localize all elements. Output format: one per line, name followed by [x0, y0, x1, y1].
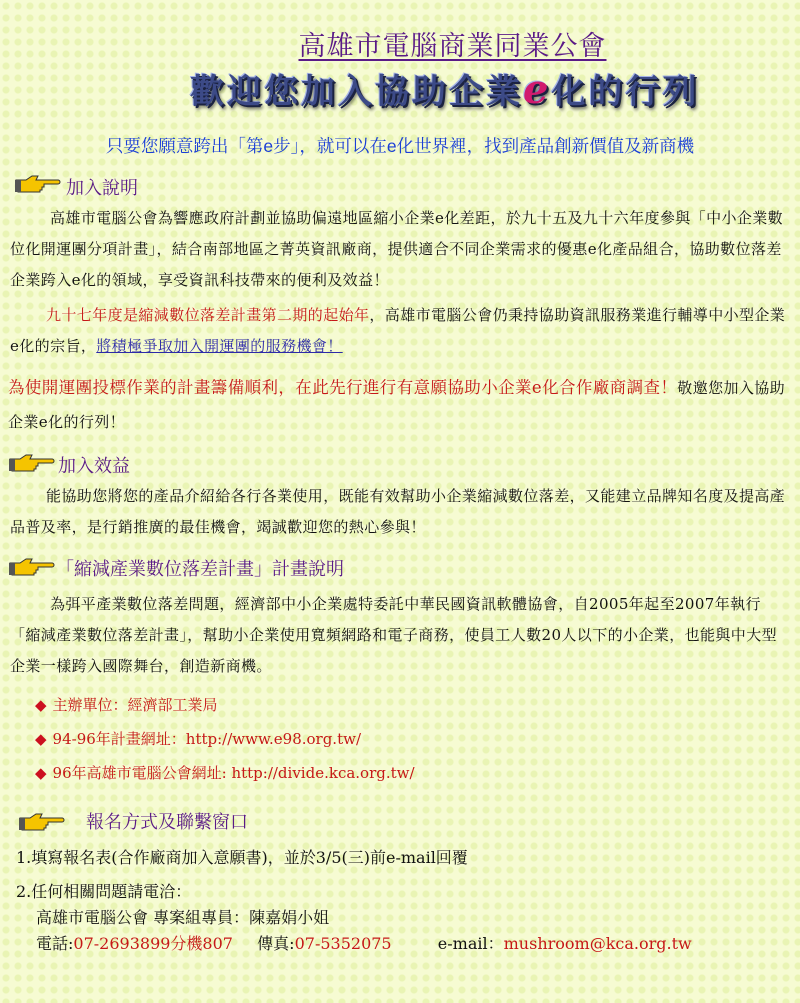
join-paragraph-2	[10, 300, 790, 362]
join-p3-highlight: 為使開運團投標作業的計畫籌備順利，在此先行進行有意願協助小企業e化合作廠商調查！	[8, 378, 678, 397]
email-link[interactable]: mushroom@kca.org.tw	[503, 934, 692, 953]
section-title-plan: 「縮減產業數位落差計畫」計畫說明	[56, 559, 344, 579]
diamond-icon: ◆	[35, 730, 47, 748]
join-p3-tail: 敬邀您加入協助企業e化的行列！	[8, 379, 786, 431]
diamond-icon: ◆	[35, 764, 47, 782]
join-p2-text: ，高雄市電腦公會仍秉持協助資訊服務業進行輔導中小型企業e化的宗旨，	[10, 306, 786, 355]
bullet-text: 主辦單位：經濟部工業局	[52, 696, 218, 714]
pointing-hand-icon	[18, 812, 66, 832]
pointing-hand-icon	[14, 174, 62, 194]
section-title-join: 加入說明	[66, 178, 138, 198]
contact-line	[36, 931, 692, 954]
pointing-hand-icon	[8, 557, 56, 577]
contact-item-1: 1.填寫報名表(合作廠商加入意願書)，並於3/5(三)前e-mail回覆	[16, 848, 468, 867]
join-paragraph-1: 高雄市電腦公會為響應政府計劃並協助偏遠地區縮小企業e化差距，於九十五及九十六年度參與「中小企業數位化開運團分項計畫」，結合南部地區之菁英資訊廠商，提供適合不同企業需求的優惠e化產品組合，協助數位落差企業跨入e化的領域，享受資訊科技帶來的便利及效益！	[10, 209, 784, 289]
bullet-text[interactable]: 94-96年計畫網址：http://www.e98.org.tw/	[52, 730, 361, 748]
plan-bullet-kca-website[interactable]	[35, 762, 415, 783]
tagline: 只要您願意跨出「第e步」，就可以在e化世界裡，找到產品創新價值及新商機	[105, 136, 695, 156]
page-title: 高雄市電腦商業同業公會	[298, 31, 607, 61]
fax-label: 傳真:	[257, 934, 295, 953]
email-label: e-mail：	[437, 934, 504, 953]
section-title-benefit: 加入效益	[58, 456, 130, 476]
plan-paragraph: 為弭平產業數位落差問題，經濟部中小企業處特委託中華民國資訊軟體協會，自2005年起至2007年執行「縮減產業數位落差計畫」，幫助小企業使用寬頻網路和電子商務，使員工人數20人以下的小企業，也能與中大型企業一樣跨入國際舞台，創造新商機。	[10, 595, 777, 675]
contact-person: 高雄市電腦公會 專案組專員：陳嘉娟小姐	[36, 908, 330, 927]
plan-bullet-website[interactable]	[35, 728, 361, 749]
contact-item-2: 2.任何相關問題請電洽：	[16, 882, 192, 901]
phone-value: 07-2693899分機807	[73, 934, 233, 953]
welcome-banner	[190, 64, 720, 116]
section-title-contact: 報名方式及聯繫窗口	[86, 812, 248, 832]
phone-label: 電話:	[36, 934, 74, 953]
fax-value: 07-5352075	[294, 934, 392, 953]
join-paragraph-3	[8, 371, 794, 439]
plan-bullet-organizer	[35, 694, 218, 715]
diamond-icon: ◆	[35, 696, 47, 714]
join-p2-highlight: 九十七年度是縮減數位落差計畫第二期的起始年	[46, 306, 370, 324]
bullet-text[interactable]: 96年高雄市電腦公會網址: http://divide.kca.org.tw/	[52, 764, 415, 782]
banner-suffix: 化的行列	[551, 72, 700, 112]
banner-e-letter: e	[523, 66, 552, 113]
benefit-paragraph: 能協助您將您的產品介紹給各行各業使用，既能有效幫助小企業縮減數位落差，又能建立品牌知名度及提高產品普及率，是行銷推廣的最佳機會，竭誠歡迎您的熱心參與！	[10, 487, 786, 536]
banner-prefix: 歡迎您加入協助企業	[190, 72, 523, 112]
join-p2-underlined: 將積極爭取加入開運團的服務機會！	[96, 337, 343, 355]
pointing-hand-icon	[8, 453, 56, 473]
